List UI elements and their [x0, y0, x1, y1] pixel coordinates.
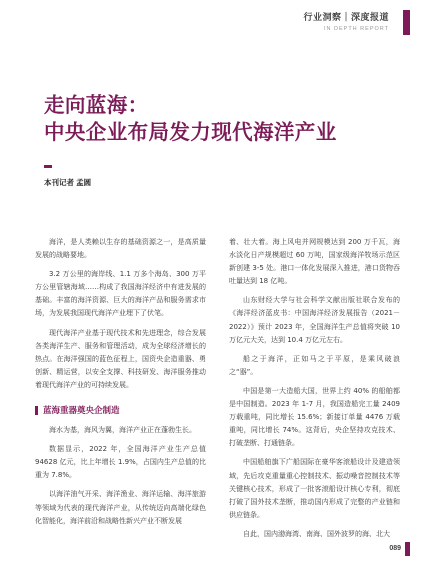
- section-heading-text: 蓝海重器奠央企制造: [43, 406, 120, 417]
- body-paragraph: 数据显示，2022 年，全国海洋产业生产总值 94628 亿元，比上年增长 1.9%，占国内生产总值的比重为 7.8%。: [35, 445, 206, 480]
- body-paragraph: 山东财经大学与社会科学文献出版社联合发布的《海洋经济蓝皮书：中国海洋经济发展报告（2021－2022）》预计 2023 年，全国海洋生产总值将突破 10 万亿元大关，达到 10.4 万亿元左右。: [229, 296, 400, 344]
- page-accent-bar: [405, 542, 410, 556]
- body-paragraph: 中国是第一大造船大国，世界上约 40% 的船舶都是中国制造。2023 年 1-7 月，我国造船完工量 2409 万载重吨，同比增长 15.6%；新接订单量 4476 万载重吨，同比增长 74%。这背后，央企坚持攻克技术、打破垄断、打通链条。: [229, 386, 400, 448]
- section-header: [303, 10, 389, 32]
- article-title: [44, 92, 337, 146]
- heading-marker: [35, 406, 38, 415]
- body-paragraph: 海水为基，海风为翼，海洋产业正在蓬勃生长。: [49, 426, 196, 435]
- article-title-line-2: 中央企业布局发力现代海洋产业: [44, 120, 337, 144]
- body-paragraph: 以海洋油气开采、海洋渔业、海洋运输、海洋旅游等领域为代表的现代海洋产业，从传统迈向高端化绿色化智能化，海洋前沿和战略性新兴产业不断发展: [35, 490, 206, 525]
- page-number: 089: [389, 545, 401, 552]
- article-title-line-1: 走向蓝海：: [44, 93, 149, 117]
- section-title: 行业洞察｜深度报道: [303, 13, 389, 23]
- intro-paragraph: 海洋，是人类赖以生存的基础资源之一，是高质量发展的战略要地。: [35, 238, 206, 260]
- right-column: [229, 236, 400, 547]
- title-divider: [44, 165, 52, 168]
- section-subtitle: IN DEPTH REPORT: [323, 26, 389, 32]
- section-heading: [35, 404, 206, 416]
- intro-paragraph: 3.2 万公里的海岸线、1.1 万多个海岛、300 万平方公里管辖海域……构成了我国海洋经济中有进发展的基础。丰富的海洋资源、巨大的海洋产品和服务需求市场，为发展我国现代海洋产业埋下了伏笔。: [35, 270, 206, 318]
- byline: 本刊记者 孟圆: [44, 178, 92, 187]
- body-paragraph: 中国船舶旗下广船国际在豪华客滚船设计及建造领域，先后攻克重量重心控制技术、振动噪音控制技术等关键核心技术，形成了一批客滚船设计核心专利，彻底打破了国外技术垄断，推动国内形成了完整的产业链和供应链条。: [229, 458, 400, 519]
- header-accent-bar: [403, 10, 410, 35]
- body-paragraph: 着、壮大着。海上风电并网规模达到 200 万千瓦，海水淡化日产规模超过 60 万吨，国家级海洋牧场示范区新创建 3-5 处。港口一体化发展深入推进，港口货物吞吐量达到 18 亿吨。: [229, 238, 400, 286]
- body-paragraph: 自此，国内渤海湾、南海、国外波罗的海、北大: [243, 529, 390, 538]
- body-paragraph: 船之于海洋，正如马之于平原，是乘风破浪之“器”。: [229, 354, 400, 376]
- left-column: [35, 236, 206, 534]
- intro-paragraph: 现代海洋产业基于现代技术和先进理念，综合发展各类海洋生产、服务和管理活动，成为全球经济增长的热点。在海洋强国的蓝色征程上，国资央企造重器、勇创新、精运营，以安全支撑、科技研发、海洋服务推动着现代海洋产业的可持续发展。: [35, 328, 206, 389]
